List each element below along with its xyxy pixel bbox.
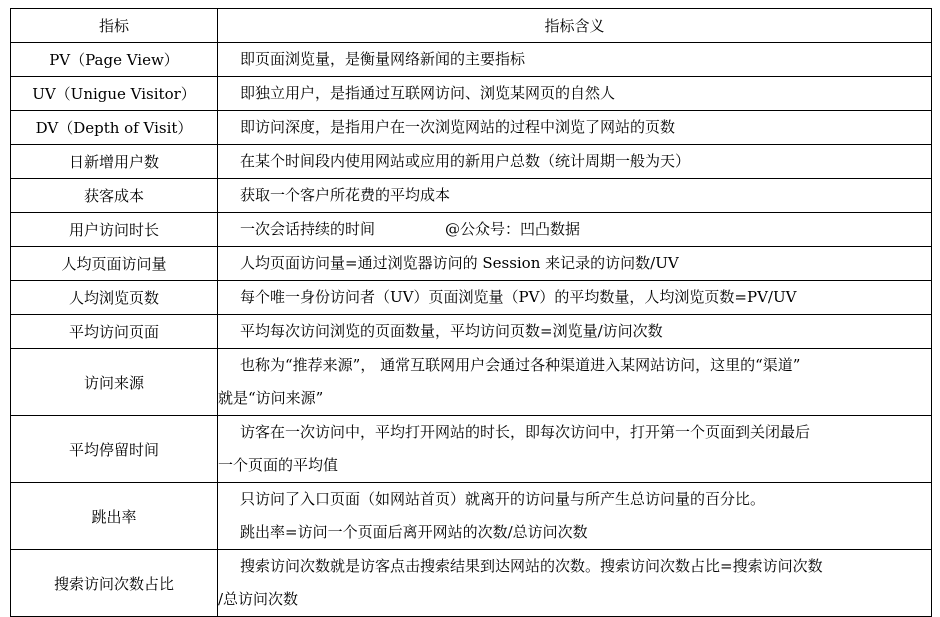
indicator-name: 人均浏览页数	[11, 281, 218, 315]
indicator-meaning	[218, 43, 932, 77]
indicator-name: 跳出率	[11, 483, 218, 550]
indicator-name: 用户访问时长	[11, 213, 218, 247]
table-row	[11, 111, 932, 145]
meaning-line: 搜索访问次数就是访客点击搜索结果到达网站的次数。搜索访问次数占比=搜索访问次数	[240, 557, 823, 575]
indicator-name: 日新增用户数	[11, 145, 218, 179]
indicator-meaning	[218, 281, 932, 315]
indicator-meaning	[218, 247, 932, 281]
meaning-line: 人均页面访问量=通过浏览器访问的 Session 来记录的访问数/UV	[240, 254, 679, 272]
table-row	[11, 179, 932, 213]
indicator-name: DV（Depth of Visit）	[11, 111, 218, 145]
indicator-name: UV（Unigue Visitor）	[11, 77, 218, 111]
indicator-name: 平均访问页面	[11, 315, 218, 349]
meaning-line: /总访问次数	[218, 590, 299, 608]
table-row	[11, 281, 932, 315]
indicator-meaning	[218, 77, 932, 111]
indicator-meaning	[218, 349, 932, 416]
meaning-line: 一个页面的平均值	[218, 456, 339, 474]
meaning-line: 也称为“推荐来源”， 通常互联网用户会通过各种渠道进入某网站访问，这里的“渠道”	[240, 356, 801, 374]
meaning-line: 就是“访问来源”	[218, 389, 324, 407]
meaning-line: 每个唯一身份访问者（UV）页面浏览量（PV）的平均数量，人均浏览页数=PV/UV	[240, 288, 797, 306]
table-body	[11, 43, 932, 617]
table-row	[11, 77, 932, 111]
indicator-name: 搜索访问次数占比	[11, 550, 218, 617]
meaning-line: 跳出率=访问一个页面后离开网站的次数/总访问次数	[240, 523, 588, 541]
meaning-line: 即独立用户，是指通过互联网访问、浏览某网页的自然人	[240, 84, 616, 102]
indicator-meaning	[218, 315, 932, 349]
header-indicator: 指标	[11, 9, 218, 43]
meaning-line: 一次会话持续的时间	[240, 220, 376, 238]
meaning-line: 在某个时间段内使用网站或应用的新用户总数（统计周期一般为天）	[240, 152, 691, 170]
table-row	[11, 213, 932, 247]
metrics-table	[10, 8, 932, 617]
meaning-line: 平均每次访问浏览的页面数量，平均访问页数=浏览量/访问次数	[240, 322, 663, 340]
table-row	[11, 43, 932, 77]
indicator-name: 访问来源	[11, 349, 218, 416]
indicator-name: 获客成本	[11, 179, 218, 213]
indicator-meaning	[218, 145, 932, 179]
indicator-meaning	[218, 179, 932, 213]
indicator-meaning	[218, 213, 932, 247]
table-row	[11, 247, 932, 281]
indicator-name: 人均页面访问量	[11, 247, 218, 281]
table-row	[11, 145, 932, 179]
meaning-line: 只访问了入口页面（如网站首页）就离开的访问量与所产生总访问量的百分比。	[240, 490, 766, 508]
meaning-line: 即访问深度，是指用户在一次浏览网站的过程中浏览了网站的页数	[240, 118, 676, 136]
table-row	[11, 315, 932, 349]
meaning-line: 即页面浏览量，是衡量网络新闻的主要指标	[240, 50, 526, 68]
indicator-meaning	[218, 416, 932, 483]
indicator-name: 平均停留时间	[11, 416, 218, 483]
indicator-meaning	[218, 550, 932, 617]
table-row	[11, 550, 932, 617]
indicator-meaning	[218, 111, 932, 145]
indicator-name: PV（Page View）	[11, 43, 218, 77]
table-header-row	[11, 9, 932, 43]
watermark-text: @公众号：凹凸数据	[445, 220, 581, 238]
table-row	[11, 349, 932, 416]
header-meaning: 指标含义	[218, 9, 932, 43]
meaning-line: 获取一个客户所花费的平均成本	[240, 186, 451, 204]
table-row	[11, 416, 932, 483]
meaning-line: 访客在一次访问中，平均打开网站的时长，即每次访问中，打开第一个页面到关闭最后	[240, 423, 811, 441]
table-row	[11, 483, 932, 550]
indicator-meaning	[218, 483, 932, 550]
